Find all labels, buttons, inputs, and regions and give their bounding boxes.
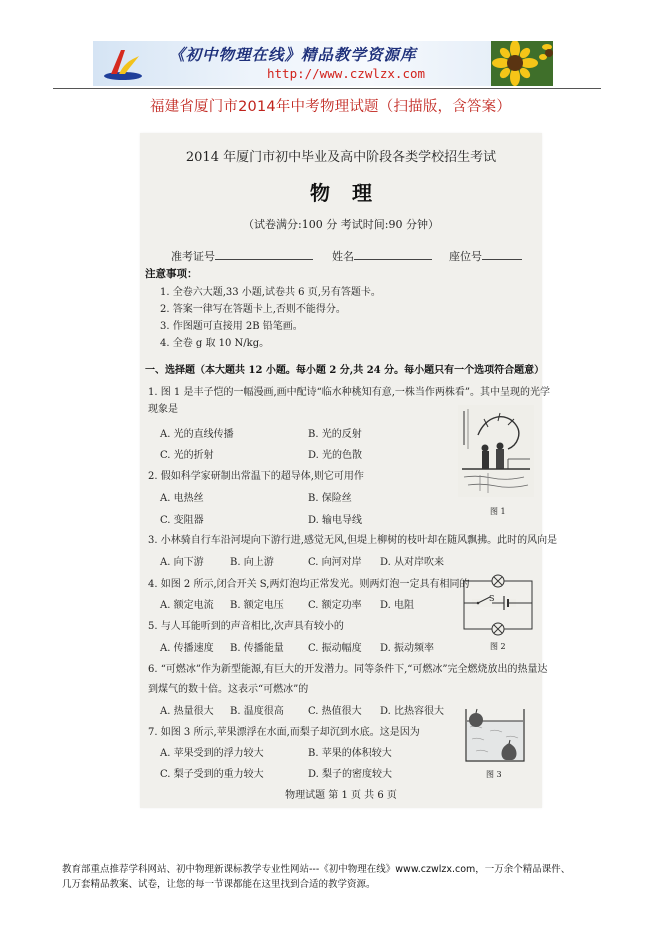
banner-title: 《初中物理在线》精品教学资源库 [169,45,417,64]
option: C. 光的折射 [160,450,214,461]
site-banner [93,41,553,86]
option: D. 梨子的密度较大 [308,769,393,780]
option: A. 传播速度 [160,643,214,654]
option: A. 电热丝 [160,493,204,504]
switch-label: S [489,594,495,603]
sunflower-icon [491,41,553,86]
option: A. 向下游 [160,557,204,568]
option: B. 温度很高 [230,706,284,717]
section-heading: 一、选择题（本大题共 12 小题。每小题 2 分,共 24 分。每小题只有一个选项符合题意） [145,365,545,376]
page-footer: 物理试题 第 1 页 共 6 页 [285,790,397,801]
note-item: 1. 全卷六大题,33 小题,试卷共 6 页,另有答题卡。 [160,287,381,298]
header-divider [53,88,601,89]
option: D. 光的色散 [308,450,363,461]
figure-2-caption: 图 2 [490,642,506,651]
scanned-exam-page [140,133,558,808]
option: C. 热值很大 [308,706,362,717]
note-item: 3. 作图题可直接用 2B 铅笔画。 [160,321,303,332]
option: C. 额定功率 [308,600,362,611]
question-stem: 3. 小林骑自行车沿河堤向下游行进,感觉无风,但堤上柳树的枝叶却在随风飘拂。此时的风向是 [148,535,558,546]
question-stem: 7. 如图 3 所示,苹果漂浮在水面,而梨子却沉到水底。这是因为 [148,727,420,738]
option: D. 振动频率 [380,643,435,654]
name-label: 姓名 [332,250,354,263]
site-logo-icon [101,46,145,82]
question-stem: 现象是 [148,404,178,415]
candidate-info [171,248,531,264]
option: B. 传播能量 [230,643,284,654]
ticket-blank [215,250,313,260]
question-stem: 到煤气的数十倍。这表示“可燃冰”的 [148,684,309,695]
footer-note-line: 教育部重点推荐学科网站、初中物理新课标教学专业性网站---《初中物理在线》www.czwlzx.com，一万余个精品课件、 [62,864,571,875]
document-title: 福建省厦门市2014年中考物理试题（扫描版，含答案） [149,99,512,115]
exam-meta: （试卷满分:100 分 考试时间:90 分钟） [243,218,439,231]
option: A. 额定电流 [160,600,214,611]
note-item: 2. 答案一律写在答题卡上,否则不能得分。 [160,304,346,315]
subject-title: 物理 [310,181,394,205]
footer-note [62,862,622,892]
option: C. 振动幅度 [308,643,362,654]
option: C. 向河对岸 [308,557,362,568]
option: D. 电阻 [380,600,415,611]
figure-3-beaker [462,707,528,763]
option: B. 保险丝 [308,493,352,504]
exam-title: 2014 年厦门市初中毕业及高中阶段各类学校招生考试 [185,150,497,165]
banner-url[interactable]: http://www.czwlzx.com [267,66,426,81]
option: C. 变阻器 [160,515,204,526]
question-stem: 5. 与人耳能听到的声音相比,次声具有较小的 [148,621,344,632]
option: A. 苹果受到的浮力较大 [160,748,264,759]
option: D. 从对岸吹来 [380,557,445,568]
option: A. 热量很大 [160,706,214,717]
option: D. 输电导线 [308,515,363,526]
option: B. 向上游 [230,557,274,568]
name-blank [354,250,432,260]
option: B. 苹果的体积较大 [308,748,392,759]
ticket-label: 准考证号 [171,250,215,263]
seat-label: 座位号 [449,250,482,263]
question-stem: 2. 假如科学家研制出常温下的超导体,则它可用作 [148,471,364,482]
option: A. 光的直线传播 [160,429,234,440]
option: B. 光的反射 [308,429,362,440]
question-stem: 6. “可燃冰”作为新型能源,有巨大的开发潜力。同等条件下,“可燃冰”完全燃烧放出的热量达 [148,664,548,675]
footer-note-line: 几万套精品教案、试卷，让您的每一节课都能在这里找到合适的教学资源。 [62,879,376,890]
question-stem: 4. 如图 2 所示,闭合开关 S,两灯泡均正常发光。则两灯泡一定具有相同的 [148,579,470,590]
option: B. 额定电压 [230,600,284,611]
note-item: 4. 全卷 g 取 10 N/kg。 [160,338,270,349]
figure-2-circuit [458,573,538,639]
option: C. 梨子受到的重力较大 [160,769,264,780]
notes-heading: 注意事项： [145,268,198,280]
figure-1-caption: 图 1 [490,507,506,516]
seat-blank [482,250,522,260]
figure-3-caption: 图 3 [486,770,502,779]
option: D. 比热容很大 [380,706,445,717]
question-stem: 1. 图 1 是丰子恺的一幅漫画,画中配诗“临水种桃知有意,一株当作两株看”。其中呈现的光学 [148,387,551,398]
figure-1-cartoon [458,405,534,497]
